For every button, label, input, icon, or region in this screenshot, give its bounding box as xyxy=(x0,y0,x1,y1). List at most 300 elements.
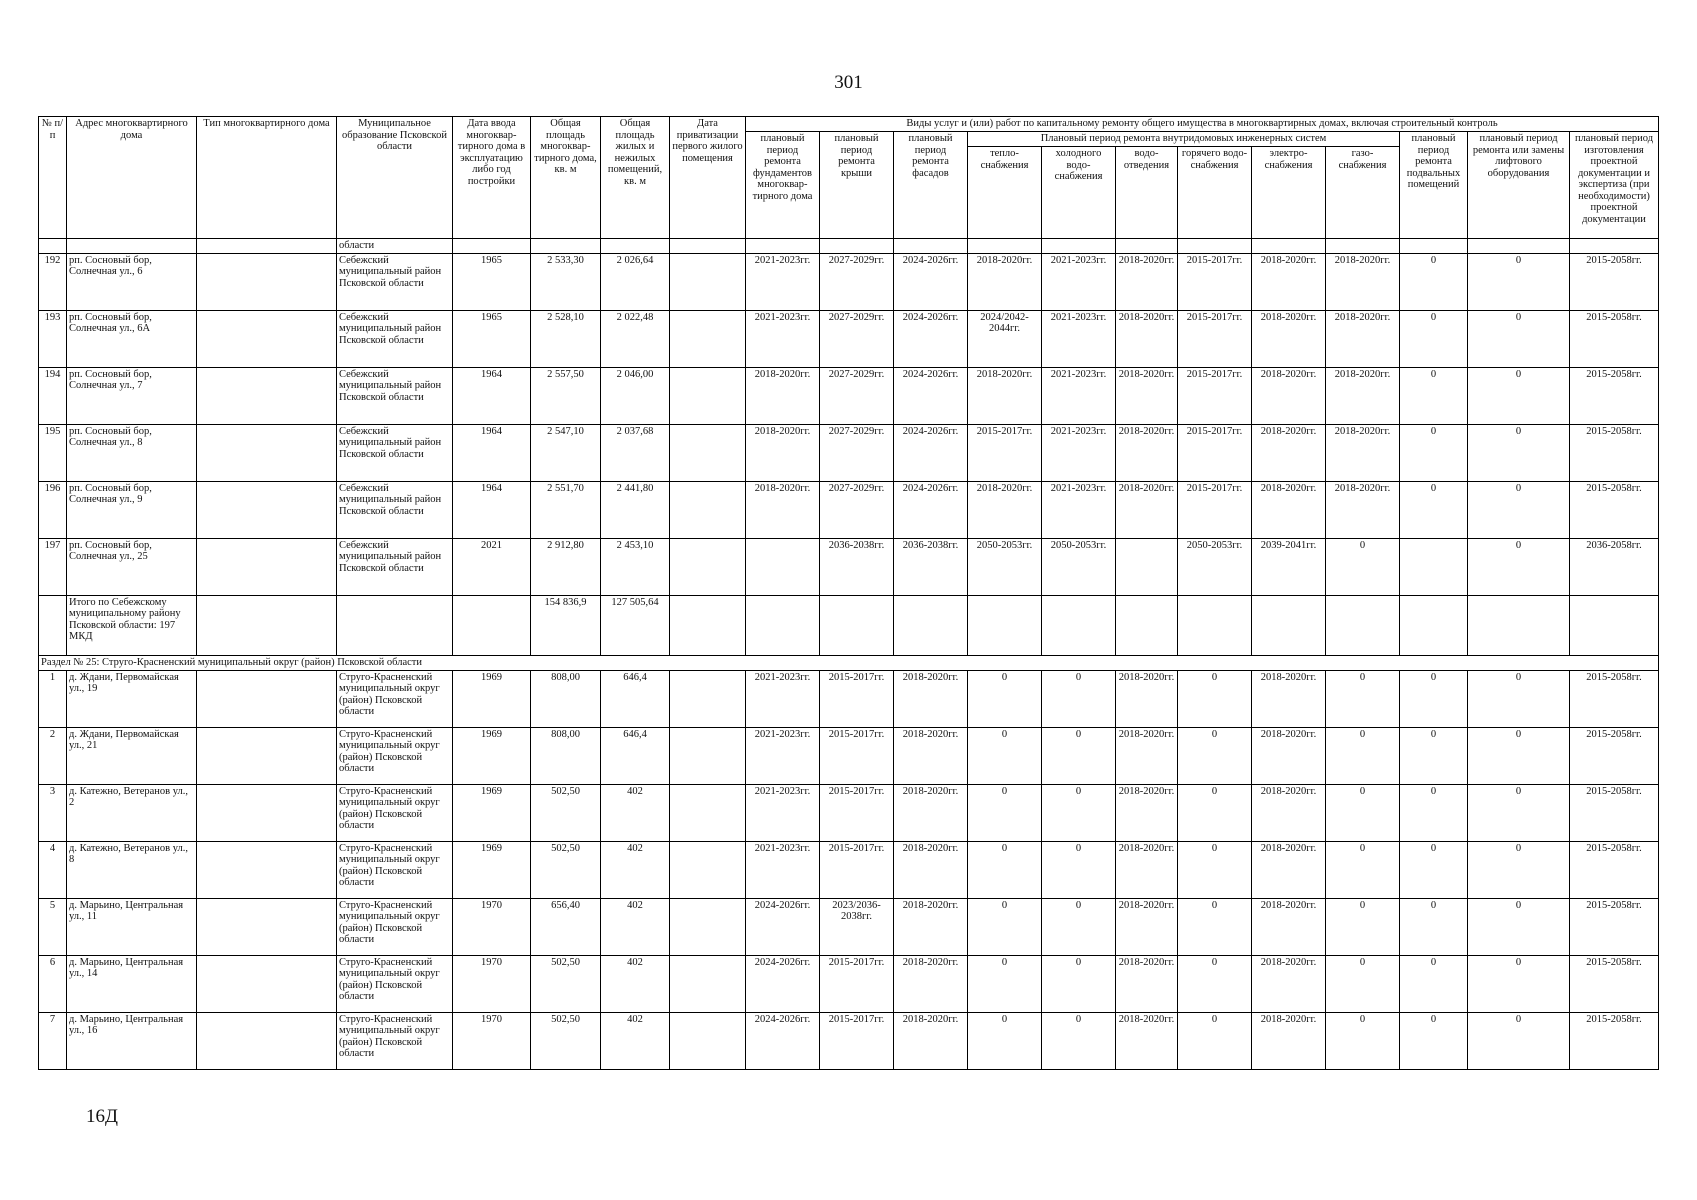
table-row xyxy=(39,898,1659,955)
row-roof: 2027-2029гг. xyxy=(820,310,894,367)
row-type xyxy=(197,367,337,424)
col-municipality-header: Муниципальное образование Псковской области xyxy=(337,117,453,239)
row-sewer: 2018-2020гг. xyxy=(1116,310,1178,367)
row-roof: 2036-2038гг. xyxy=(820,538,894,595)
table-row xyxy=(39,1012,1659,1069)
row-basement: 0 xyxy=(1400,955,1468,1012)
row-elevator: 0 xyxy=(1468,955,1570,1012)
row-foundation: 2021-2023гг. xyxy=(746,253,820,310)
row-privatization xyxy=(670,538,746,595)
row-total-area: 2 533,30 xyxy=(531,253,601,310)
continuation-cell: области xyxy=(337,239,453,254)
row-gas: 0 xyxy=(1326,670,1400,727)
row-total-area: 808,00 xyxy=(531,670,601,727)
row-cold-water: 2021-2023гг. xyxy=(1042,367,1116,424)
row-municipality: Себежский муниципальный район Псковской области xyxy=(337,253,453,310)
row-year: 1970 xyxy=(453,955,531,1012)
row-elevator: 0 xyxy=(1468,1012,1570,1069)
row-year: 1964 xyxy=(453,424,531,481)
row-address: д. Ждани, Первомайская ул., 21 xyxy=(67,727,197,784)
row-elevator: 0 xyxy=(1468,253,1570,310)
row-design: 2015-2058гг. xyxy=(1570,367,1659,424)
row-electric: 2018-2020гг. xyxy=(1252,367,1326,424)
page-number: 301 xyxy=(834,72,863,93)
row-design: 2015-2058гг. xyxy=(1570,898,1659,955)
row-heat: 2050-2053гг. xyxy=(968,538,1042,595)
row-number: 195 xyxy=(39,424,67,481)
row-address: рп. Сосновый бор, Солнечная ул., 6А xyxy=(67,310,197,367)
col-gas-header: газо-снабжения xyxy=(1326,147,1400,239)
row-elevator: 0 xyxy=(1468,424,1570,481)
row-cold-water: 0 xyxy=(1042,841,1116,898)
row-cold-water: 2021-2023гг. xyxy=(1042,253,1116,310)
row-foundation: 2018-2020гг. xyxy=(746,367,820,424)
row-design: 2015-2058гг. xyxy=(1570,670,1659,727)
row-sewer: 2018-2020гг. xyxy=(1116,727,1178,784)
row-total-area: 2 547,10 xyxy=(531,424,601,481)
row-total-area: 2 557,50 xyxy=(531,367,601,424)
row-hot-water: 0 xyxy=(1178,784,1252,841)
row-roof: 2015-2017гг. xyxy=(820,727,894,784)
row-roof: 2027-2029гг. xyxy=(820,367,894,424)
row-privatization xyxy=(670,898,746,955)
row-basement: 0 xyxy=(1400,841,1468,898)
row-municipality: Струго-Красненский муниципальный округ (район) Псковской области xyxy=(337,898,453,955)
row-municipality: Струго-Красненский муниципальный округ (район) Псковской области xyxy=(337,955,453,1012)
row-roof: 2027-2029гг. xyxy=(820,253,894,310)
row-type xyxy=(197,841,337,898)
row-privatization xyxy=(670,481,746,538)
table-row xyxy=(39,538,1659,595)
row-elevator: 0 xyxy=(1468,898,1570,955)
row-electric: 2018-2020гг. xyxy=(1252,727,1326,784)
row-municipality: Себежский муниципальный район Псковской области xyxy=(337,481,453,538)
table-row xyxy=(39,955,1659,1012)
row-heat: 2018-2020гг. xyxy=(968,481,1042,538)
row-basement: 0 xyxy=(1400,424,1468,481)
row-electric: 2018-2020гг. xyxy=(1252,481,1326,538)
row-living-area: 2 453,10 xyxy=(601,538,670,595)
row-electric: 2018-2020гг. xyxy=(1252,784,1326,841)
row-hot-water: 2015-2017гг. xyxy=(1178,253,1252,310)
table-row xyxy=(39,367,1659,424)
row-type xyxy=(197,1012,337,1069)
row-type xyxy=(197,310,337,367)
footer-code: 16Д xyxy=(86,1106,118,1127)
row-basement: 0 xyxy=(1400,898,1468,955)
row-address: д. Катежно, Ветеранов ул., 2 xyxy=(67,784,197,841)
row-municipality: Себежский муниципальный район Псковской области xyxy=(337,424,453,481)
row-living-area: 402 xyxy=(601,1012,670,1069)
row-roof: 2027-2029гг. xyxy=(820,424,894,481)
row-electric: 2018-2020гг. xyxy=(1252,955,1326,1012)
row-basement: 0 xyxy=(1400,367,1468,424)
row-foundation: 2024-2026гг. xyxy=(746,898,820,955)
row-foundation: 2021-2023гг. xyxy=(746,841,820,898)
row-elevator: 0 xyxy=(1468,670,1570,727)
row-heat: 2018-2020гг. xyxy=(968,253,1042,310)
row-address: рп. Сосновый бор, Солнечная ул., 7 xyxy=(67,367,197,424)
row-gas: 0 xyxy=(1326,898,1400,955)
row-cold-water: 2021-2023гг. xyxy=(1042,310,1116,367)
row-municipality: Струго-Красненский муниципальный округ (район) Псковской области xyxy=(337,841,453,898)
row-total-area: 2 551,70 xyxy=(531,481,601,538)
row-privatization xyxy=(670,955,746,1012)
row-gas: 0 xyxy=(1326,727,1400,784)
row-number: 6 xyxy=(39,955,67,1012)
row-address: д. Катежно, Ветеранов ул., 8 xyxy=(67,841,197,898)
row-sewer: 2018-2020гг. xyxy=(1116,670,1178,727)
row-gas: 0 xyxy=(1326,841,1400,898)
row-basement: 0 xyxy=(1400,310,1468,367)
row-heat: 0 xyxy=(968,670,1042,727)
row-hot-water: 0 xyxy=(1178,1012,1252,1069)
row-electric: 2018-2020гг. xyxy=(1252,253,1326,310)
row-privatization xyxy=(670,670,746,727)
row-year: 1970 xyxy=(453,898,531,955)
row-number: 4 xyxy=(39,841,67,898)
row-sewer: 2018-2020гг. xyxy=(1116,367,1178,424)
row-number: 197 xyxy=(39,538,67,595)
row-cold-water: 2021-2023гг. xyxy=(1042,424,1116,481)
row-gas: 0 xyxy=(1326,955,1400,1012)
row-electric: 2018-2020гг. xyxy=(1252,1012,1326,1069)
table-row xyxy=(39,670,1659,727)
row-elevator: 0 xyxy=(1468,310,1570,367)
row-year: 2021 xyxy=(453,538,531,595)
row-living-area: 2 441,80 xyxy=(601,481,670,538)
row-number: 194 xyxy=(39,367,67,424)
row-year: 1969 xyxy=(453,784,531,841)
row-gas: 2018-2020гг. xyxy=(1326,367,1400,424)
row-sewer: 2018-2020гг. xyxy=(1116,1012,1178,1069)
row-electric: 2018-2020гг. xyxy=(1252,841,1326,898)
sebezh-rows xyxy=(39,253,1659,595)
row-heat: 0 xyxy=(968,841,1042,898)
row-year: 1969 xyxy=(453,841,531,898)
table-row xyxy=(39,841,1659,898)
row-elevator: 0 xyxy=(1468,367,1570,424)
col-hot-water-header: горячего водо-снабжения xyxy=(1178,147,1252,239)
row-number: 2 xyxy=(39,727,67,784)
row-living-area: 402 xyxy=(601,784,670,841)
row-gas: 2018-2020гг. xyxy=(1326,424,1400,481)
row-design: 2015-2058гг. xyxy=(1570,1012,1659,1069)
row-cold-water: 2050-2053гг. xyxy=(1042,538,1116,595)
strugi-rows xyxy=(39,670,1659,1069)
row-facade: 2024-2026гг. xyxy=(894,424,968,481)
row-elevator: 0 xyxy=(1468,727,1570,784)
total-label: Итого по Себежскому муниципальному району Псковской области: 197 МКД xyxy=(67,595,197,655)
row-type xyxy=(197,784,337,841)
row-type xyxy=(197,670,337,727)
row-total-area: 2 528,10 xyxy=(531,310,601,367)
row-heat: 2024/2042-2044гг. xyxy=(968,310,1042,367)
row-privatization xyxy=(670,841,746,898)
total-living-area: 127 505,64 xyxy=(601,595,670,655)
row-design: 2015-2058гг. xyxy=(1570,784,1659,841)
row-gas: 2018-2020гг. xyxy=(1326,481,1400,538)
row-address: д. Ждани, Первомайская ул., 19 xyxy=(67,670,197,727)
row-electric: 2039-2041гг. xyxy=(1252,538,1326,595)
row-heat: 0 xyxy=(968,1012,1042,1069)
row-roof: 2023/2036-2038гг. xyxy=(820,898,894,955)
row-type xyxy=(197,481,337,538)
row-facade: 2024-2026гг. xyxy=(894,310,968,367)
col-type-header: Тип многоквартирного дома xyxy=(197,117,337,239)
row-foundation: 2021-2023гг. xyxy=(746,670,820,727)
row-electric: 2018-2020гг. xyxy=(1252,424,1326,481)
row-foundation: 2024-2026гг. xyxy=(746,955,820,1012)
row-facade: 2036-2038гг. xyxy=(894,538,968,595)
row-elevator: 0 xyxy=(1468,481,1570,538)
row-foundation: 2021-2023гг. xyxy=(746,784,820,841)
row-facade: 2024-2026гг. xyxy=(894,253,968,310)
row-cold-water: 0 xyxy=(1042,727,1116,784)
row-cold-water: 0 xyxy=(1042,1012,1116,1069)
row-facade: 2018-2020гг. xyxy=(894,784,968,841)
row-foundation: 2018-2020гг. xyxy=(746,424,820,481)
row-number: 192 xyxy=(39,253,67,310)
row-heat: 0 xyxy=(968,727,1042,784)
row-hot-water: 2015-2017гг. xyxy=(1178,310,1252,367)
row-hot-water: 0 xyxy=(1178,727,1252,784)
col-privatization-header: Дата приватизации первого жилого помещения xyxy=(670,117,746,239)
row-hot-water: 2015-2017гг. xyxy=(1178,481,1252,538)
row-number: 7 xyxy=(39,1012,67,1069)
table-row xyxy=(39,424,1659,481)
row-gas: 2018-2020гг. xyxy=(1326,253,1400,310)
row-living-area: 2 026,64 xyxy=(601,253,670,310)
row-foundation: 2021-2023гг. xyxy=(746,310,820,367)
row-total-area: 502,50 xyxy=(531,1012,601,1069)
row-facade: 2024-2026гг. xyxy=(894,367,968,424)
row-municipality: Себежский муниципальный район Псковской области xyxy=(337,367,453,424)
row-basement: 0 xyxy=(1400,481,1468,538)
row-electric: 2018-2020гг. xyxy=(1252,310,1326,367)
row-elevator: 0 xyxy=(1468,538,1570,595)
row-living-area: 402 xyxy=(601,898,670,955)
row-address: д. Марьино, Центральная ул., 16 xyxy=(67,1012,197,1069)
row-gas: 2018-2020гг. xyxy=(1326,310,1400,367)
row-number: 1 xyxy=(39,670,67,727)
row-living-area: 2 046,00 xyxy=(601,367,670,424)
col-elevator-header: плановый период ремонта или замены лифтового оборудования xyxy=(1468,132,1570,239)
row-design: 2015-2058гг. xyxy=(1570,424,1659,481)
col-roof-header: плановый период ремонта крыши xyxy=(820,132,894,239)
row-address: рп. Сосновый бор, Солнечная ул., 8 xyxy=(67,424,197,481)
row-municipality: Струго-Красненский муниципальный округ (район) Псковской области xyxy=(337,727,453,784)
row-design: 2015-2058гг. xyxy=(1570,727,1659,784)
table-row xyxy=(39,727,1659,784)
row-year: 1964 xyxy=(453,367,531,424)
row-design: 2015-2058гг. xyxy=(1570,310,1659,367)
row-foundation xyxy=(746,538,820,595)
row-gas: 0 xyxy=(1326,1012,1400,1069)
row-sewer: 2018-2020гг. xyxy=(1116,481,1178,538)
row-total-area: 808,00 xyxy=(531,727,601,784)
col-design-header: плановый период изготовления проектной документации и экспертиза (при необходимости) проектной документации xyxy=(1570,132,1659,239)
row-type xyxy=(197,253,337,310)
row-roof: 2027-2029гг. xyxy=(820,481,894,538)
row-year: 1970 xyxy=(453,1012,531,1069)
row-type xyxy=(197,424,337,481)
row-heat: 2015-2017гг. xyxy=(968,424,1042,481)
row-foundation: 2021-2023гг. xyxy=(746,727,820,784)
row-total-area: 502,50 xyxy=(531,784,601,841)
col-electric-header: электро-снабжения xyxy=(1252,147,1326,239)
row-municipality: Себежский муниципальный район Псковской области xyxy=(337,310,453,367)
row-roof: 2015-2017гг. xyxy=(820,841,894,898)
row-facade: 2018-2020гг. xyxy=(894,898,968,955)
col-living-area-header: Общая площадь жилых и нежилых помещений, кв. м xyxy=(601,117,670,239)
col-commissioning-header: Дата ввода многоквар-тирного дома в эксплуатацию либо год постройки xyxy=(453,117,531,239)
row-facade: 2018-2020гг. xyxy=(894,727,968,784)
row-roof: 2015-2017гг. xyxy=(820,1012,894,1069)
row-privatization xyxy=(670,253,746,310)
row-sewer: 2018-2020гг. xyxy=(1116,424,1178,481)
row-living-area: 2 022,48 xyxy=(601,310,670,367)
row-gas: 0 xyxy=(1326,538,1400,595)
row-sewer: 2018-2020гг. xyxy=(1116,841,1178,898)
row-roof: 2015-2017гг. xyxy=(820,670,894,727)
table-row xyxy=(39,310,1659,367)
row-heat: 0 xyxy=(968,955,1042,1012)
row-address: д. Марьино, Центральная ул., 14 xyxy=(67,955,197,1012)
row-year: 1969 xyxy=(453,670,531,727)
row-basement: 0 xyxy=(1400,1012,1468,1069)
row-number: 5 xyxy=(39,898,67,955)
row-total-area: 2 912,80 xyxy=(531,538,601,595)
row-facade: 2018-2020гг. xyxy=(894,670,968,727)
row-basement: 0 xyxy=(1400,670,1468,727)
row-total-area: 656,40 xyxy=(531,898,601,955)
row-hot-water: 0 xyxy=(1178,670,1252,727)
row-cold-water: 0 xyxy=(1042,784,1116,841)
row-municipality: Струго-Красненский муниципальный округ (район) Псковской области xyxy=(337,1012,453,1069)
col-cold-water-header: холодного водо-снабжения xyxy=(1042,147,1116,239)
row-number: 3 xyxy=(39,784,67,841)
row-basement xyxy=(1400,538,1468,595)
row-cold-water: 2021-2023гг. xyxy=(1042,481,1116,538)
col-heat-header: тепло-снабжения xyxy=(968,147,1042,239)
col-address-header: Адрес многоквартирного дома xyxy=(67,117,197,239)
row-municipality: Струго-Красненский муниципальный округ (район) Псковской области xyxy=(337,784,453,841)
works-group-header: Виды услуг и (или) работ по капитальному ремонту общего имущества в многоквартирных домах, включая строительный контроль xyxy=(746,117,1659,132)
row-hot-water: 0 xyxy=(1178,955,1252,1012)
row-hot-water: 2015-2017гг. xyxy=(1178,367,1252,424)
row-facade: 2024-2026гг. xyxy=(894,481,968,538)
row-privatization xyxy=(670,1012,746,1069)
table-row xyxy=(39,784,1659,841)
total-row xyxy=(39,595,1659,655)
row-year: 1965 xyxy=(453,253,531,310)
row-heat: 0 xyxy=(968,898,1042,955)
row-privatization xyxy=(670,727,746,784)
col-total-area-header: Общая площадь многоквар-тирного дома, кв. м xyxy=(531,117,601,239)
table-row xyxy=(39,481,1659,538)
row-privatization xyxy=(670,367,746,424)
row-sewer: 2018-2020гг. xyxy=(1116,955,1178,1012)
row-municipality: Себежский муниципальный район Псковской области xyxy=(337,538,453,595)
row-year: 1965 xyxy=(453,310,531,367)
row-number: 193 xyxy=(39,310,67,367)
row-foundation: 2018-2020гг. xyxy=(746,481,820,538)
row-living-area: 646,4 xyxy=(601,727,670,784)
section-row xyxy=(39,655,1659,670)
row-hot-water: 0 xyxy=(1178,898,1252,955)
row-basement: 0 xyxy=(1400,253,1468,310)
row-type xyxy=(197,538,337,595)
row-cold-water: 0 xyxy=(1042,670,1116,727)
row-basement: 0 xyxy=(1400,784,1468,841)
row-foundation: 2024-2026гг. xyxy=(746,1012,820,1069)
row-design: 2015-2058гг. xyxy=(1570,841,1659,898)
table-row xyxy=(39,253,1659,310)
row-roof: 2015-2017гг. xyxy=(820,784,894,841)
row-total-area: 502,50 xyxy=(531,841,601,898)
col-facade-header: плановый период ремонта фасадов xyxy=(894,132,968,239)
row-sewer: 2018-2020гг. xyxy=(1116,898,1178,955)
row-living-area: 402 xyxy=(601,841,670,898)
row-roof: 2015-2017гг. xyxy=(820,955,894,1012)
row-gas: 0 xyxy=(1326,784,1400,841)
col-basement-header: плановый период ремонта подвальных помещений xyxy=(1400,132,1468,239)
total-area: 154 836,9 xyxy=(531,595,601,655)
row-hot-water: 0 xyxy=(1178,841,1252,898)
section-title: Раздел № 25: Струго-Красненский муниципальный округ (район) Псковской области xyxy=(39,655,1659,670)
row-elevator: 0 xyxy=(1468,784,1570,841)
row-living-area: 646,4 xyxy=(601,670,670,727)
row-electric: 2018-2020гг. xyxy=(1252,670,1326,727)
row-facade: 2018-2020гг. xyxy=(894,1012,968,1069)
col-sewer-header: водо-отведения xyxy=(1116,147,1178,239)
row-year: 1969 xyxy=(453,727,531,784)
row-total-area: 502,50 xyxy=(531,955,601,1012)
row-address: рп. Сосновый бор, Солнечная ул., 9 xyxy=(67,481,197,538)
row-sewer: 2018-2020гг. xyxy=(1116,253,1178,310)
row-municipality: Струго-Красненский муниципальный округ (район) Псковской области xyxy=(337,670,453,727)
row-type xyxy=(197,955,337,1012)
row-sewer: 2018-2020гг. xyxy=(1116,784,1178,841)
row-electric: 2018-2020гг. xyxy=(1252,898,1326,955)
row-facade: 2018-2020гг. xyxy=(894,841,968,898)
row-heat: 2018-2020гг. xyxy=(968,367,1042,424)
row-sewer xyxy=(1116,538,1178,595)
row-address: рп. Сосновый бор, Солнечная ул., 6 xyxy=(67,253,197,310)
engineering-group-header: Плановый период ремонта внутридомовых инженерных систем xyxy=(968,132,1400,147)
row-basement: 0 xyxy=(1400,727,1468,784)
row-design: 2036-2058гг. xyxy=(1570,538,1659,595)
row-heat: 0 xyxy=(968,784,1042,841)
row-address: рп. Сосновый бор, Солнечная ул., 25 xyxy=(67,538,197,595)
row-living-area: 402 xyxy=(601,955,670,1012)
row-privatization xyxy=(670,310,746,367)
row-design: 2015-2058гг. xyxy=(1570,955,1659,1012)
row-design: 2015-2058гг. xyxy=(1570,481,1659,538)
row-hot-water: 2015-2017гг. xyxy=(1178,424,1252,481)
col-num-header: № п/п xyxy=(39,117,67,239)
row-year: 1964 xyxy=(453,481,531,538)
capital-repair-table xyxy=(38,116,1659,1070)
row-living-area: 2 037,68 xyxy=(601,424,670,481)
row-cold-water: 0 xyxy=(1042,955,1116,1012)
row-hot-water: 2050-2053гг. xyxy=(1178,538,1252,595)
continuation-row xyxy=(39,239,1659,254)
row-type xyxy=(197,727,337,784)
row-number: 196 xyxy=(39,481,67,538)
row-address: д. Марьино, Центральная ул., 11 xyxy=(67,898,197,955)
